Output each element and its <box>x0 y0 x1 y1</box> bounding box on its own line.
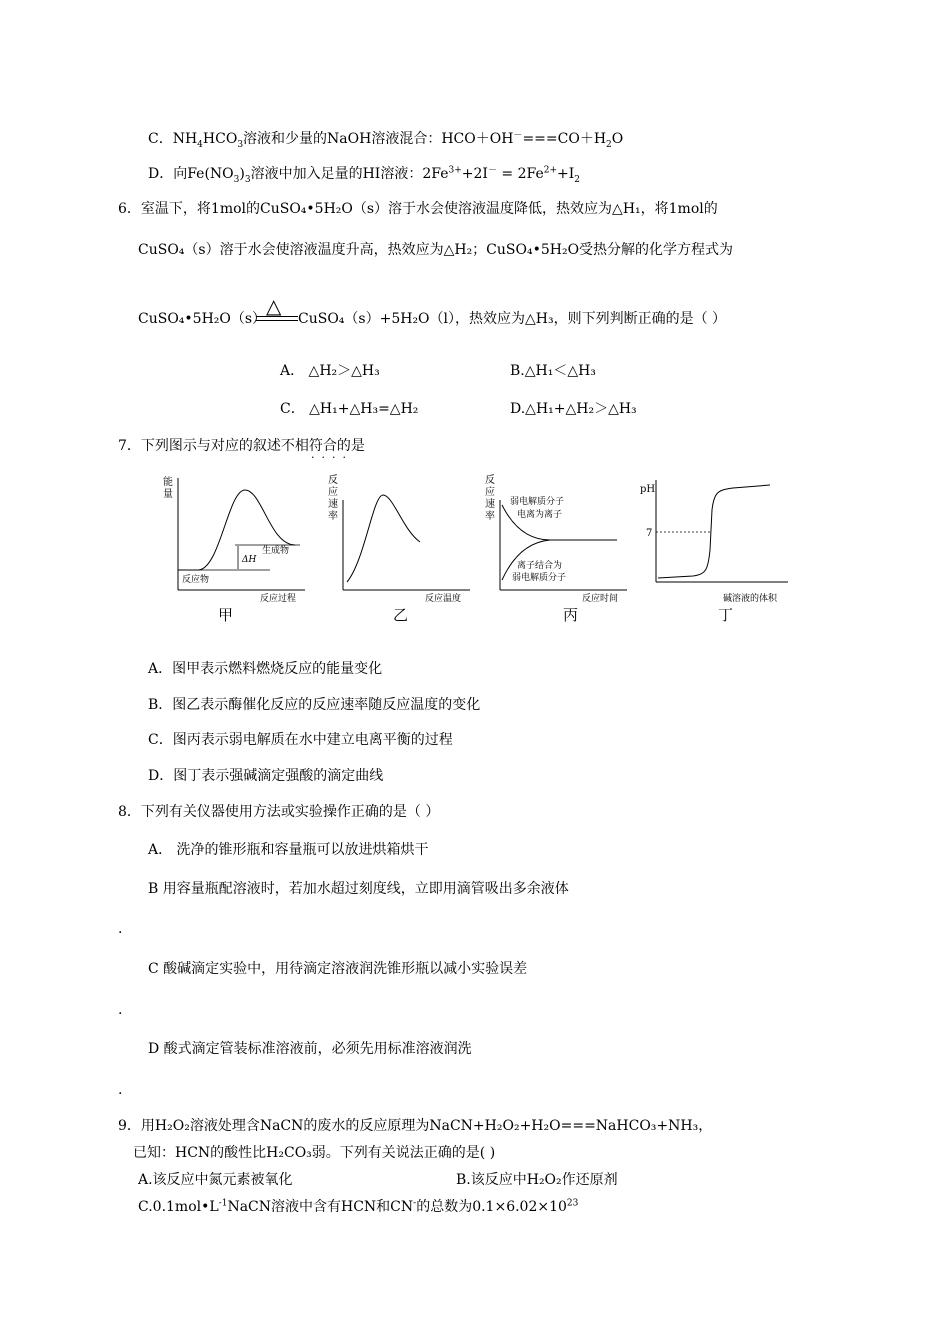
q9-option-b: B.该反应中H₂O₂作还原剂 <box>456 1172 618 1188</box>
figure-yi-plot <box>325 470 475 605</box>
q8-dot-d: . <box>118 1082 123 1098</box>
y-label-1: 反 <box>485 475 495 486</box>
q9-option-c: $C.0.1mol•L^{-1}NaCN$溶液中含有HCN和CN-的总数为$0.1\times 6.02\times 10^{23}$ <box>138 1198 579 1215</box>
y-label-3: 速 <box>328 499 338 510</box>
q9-option-a: A.该反应中氮元素被氧化 <box>138 1172 293 1188</box>
figure-bing-plot <box>482 470 632 605</box>
q8-option-c: C 酸碱滴定实验中，用待滴定溶液润洗锥形瓶以减小实验误差 <box>148 961 528 977</box>
q7-emphasis-dots: ···· <box>311 451 353 464</box>
q6-stem-line2: CuSO₄（s）溶于水会使溶液温度升高，热效应为△H₂；CuSO₄•5H₂O受热分解的化学方程式为 <box>138 242 734 258</box>
rate-curve <box>347 495 420 582</box>
y-label-2: 应 <box>328 487 338 498</box>
product-label: 生成物 <box>262 546 290 556</box>
q7-option-b: B．图乙表示酶催化反应的反应速率随反应温度的变化 <box>148 697 481 713</box>
lower-label-1: 离子结合为 <box>517 561 563 571</box>
figure-jia-plot <box>160 470 310 605</box>
figure-jia-caption: 甲 <box>218 606 234 624</box>
figure-bing-caption: 丙 <box>563 606 579 624</box>
q8-stem: 8．下列有关仪器使用方法或实验操作正确的是（ ） <box>118 804 440 820</box>
y-label-4: 率 <box>485 511 495 522</box>
lower-label-2: 弱电解质分子 <box>512 573 567 583</box>
q8-option-a: A． 洗净的锥形瓶和容量瓶可以放进烘箱烘干 <box>148 842 429 858</box>
q7-option-d: D．图丁表示强碱滴定强酸的滴定曲线 <box>148 768 384 784</box>
y-label-2: 量 <box>163 489 173 500</box>
q6-option-b: B.△H₁＜△H₃ <box>510 363 596 379</box>
q6-option-d: D.△H₁+△H₂＞△H₃ <box>510 401 637 417</box>
y-label-1: 能 <box>163 477 173 488</box>
figure-bing <box>482 470 632 609</box>
ph7-label: 7 <box>646 528 653 539</box>
q7-option-a: A．图甲表示燃料燃烧反应的能量变化 <box>148 661 383 677</box>
y-label-1: 反 <box>328 475 338 486</box>
q8-dot-c: . <box>118 1002 123 1018</box>
y-label-2: 应 <box>485 487 495 498</box>
q6-option-a: A． △H₂＞△H₃ <box>280 363 380 379</box>
delta-symbol: △ <box>266 294 282 318</box>
q7-stem: 7．下列图示与对应的叙述不相符合的是 <box>118 438 365 454</box>
figure-ding <box>638 470 798 609</box>
q6-stem-line1: 6．室温下，将1mol的CuSO₄•5H₂O（s）溶于水会使溶液温度降低，热效应为△H₁，将1mol的 <box>118 201 718 217</box>
q8-dot-b: . <box>118 921 123 937</box>
x-label: 反应时间 <box>582 594 619 604</box>
figure-jia <box>160 470 310 609</box>
q5-option-c: C．$NH_4HCO_3$溶液和少量的NaOH溶液混合：$HCO+OH^-===CO+H_2O$ <box>148 130 624 150</box>
x-label: 反应过程 <box>260 594 297 604</box>
q8-option-d: D 酸式滴定管装标准溶液前，必须先用标准溶液润洗 <box>148 1041 472 1057</box>
q8-option-b: B 用容量瓶配溶液时，若加水超过刻度线，立即用滴管吸出多余液体 <box>148 881 569 897</box>
q6-option-c: C． △H₁+△H₃=△H₂ <box>280 401 419 417</box>
figure-ding-plot <box>638 470 798 605</box>
q6-equation-right: CuSO₄（s）+5H₂O（l），热效应为△H₃，则下列判断正确的是（ ） <box>298 311 727 327</box>
q5-option-d: D．向$Fe(NO_3)_3$溶液中加入足量的HI溶液：$2Fe^{3+}+2I^- = 2Fe^{2+}+I_2$ <box>148 165 581 185</box>
x-label: 碱溶液的体积 <box>723 594 778 604</box>
q6-equation-left: CuSO₄•5H₂O（s） <box>138 311 267 327</box>
figure-yi-caption: 乙 <box>393 606 409 624</box>
upper-label-2: 电离为离子 <box>517 510 563 520</box>
titration-curve <box>658 485 770 578</box>
q6-heat-arrow <box>256 296 298 326</box>
upper-label-1: 弱电解质分子 <box>510 497 565 507</box>
figure-yi <box>325 470 475 609</box>
q9-stem: 9．用H₂O₂溶液处理含NaCN的废水的反应原理为NaCN+H₂O₂+H₂O===NaHCO₃+NH₃， <box>118 1118 713 1134</box>
y-label-3: 速 <box>485 499 495 510</box>
x-label: 反应温度 <box>425 594 462 604</box>
energy-curve <box>178 490 295 570</box>
y-label-4: 率 <box>328 511 338 522</box>
figure-ding-caption: 丁 <box>718 606 734 624</box>
reactant-label: 反应物 <box>182 575 210 585</box>
q7-option-c: C．图丙表示弱电解质在水中建立电离平衡的过程 <box>148 732 453 748</box>
delta-h-label: ΔH <box>242 555 257 565</box>
q9-known: 已知：HCN的酸性比H₂CO₃弱。下列有关说法正确的是( ) <box>133 1145 496 1161</box>
y-label: pH <box>640 484 656 495</box>
